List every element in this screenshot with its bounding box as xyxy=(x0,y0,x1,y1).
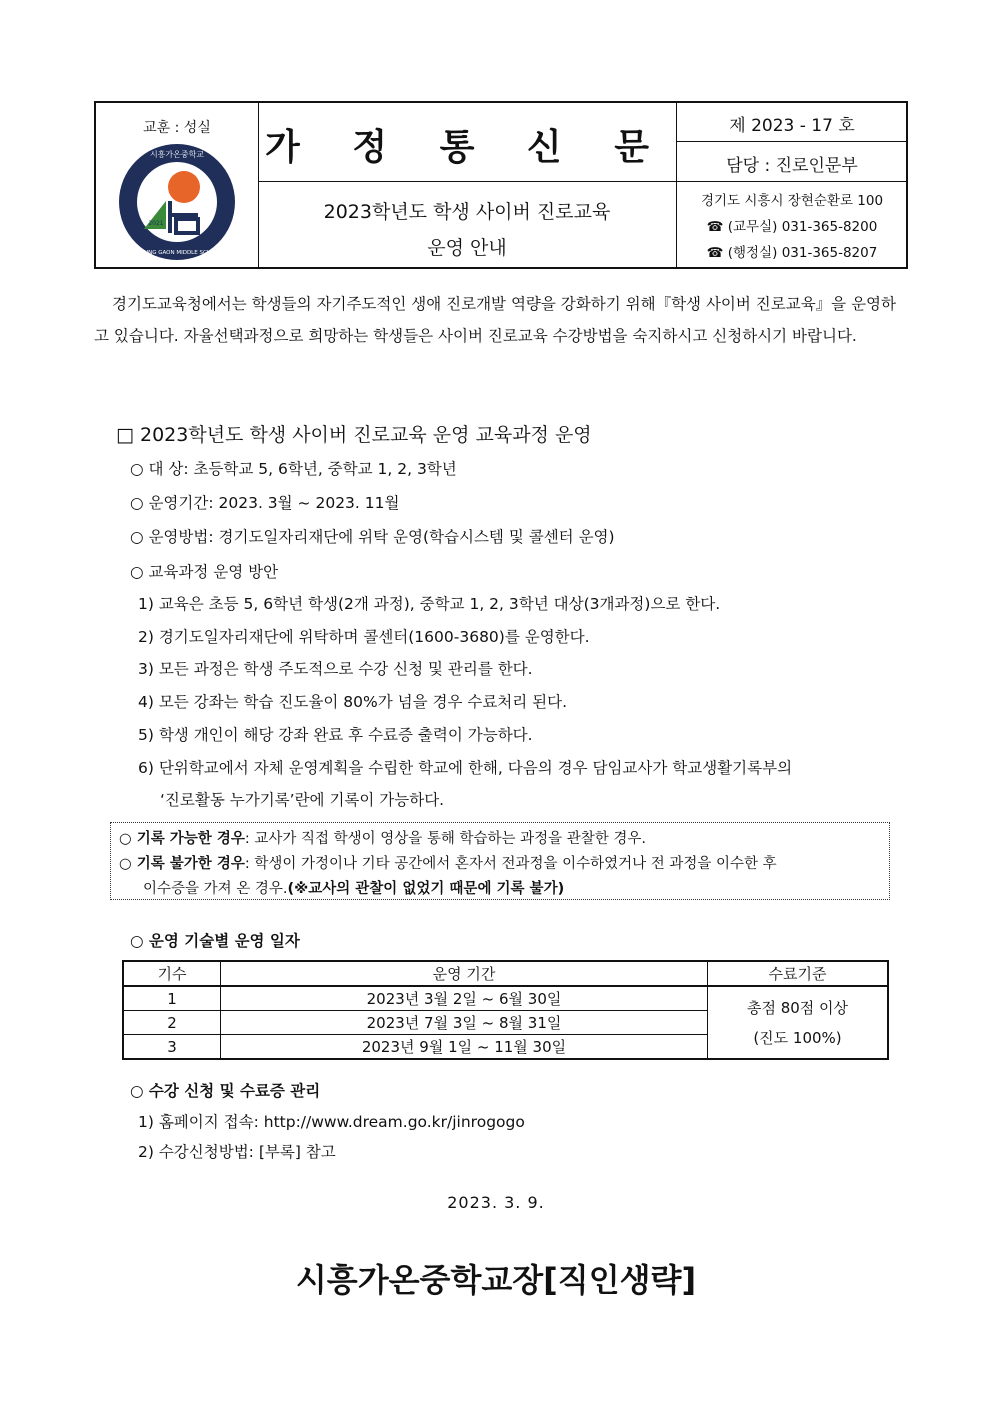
principal-signature: 시흥가온중학교장[직인생략] xyxy=(295,1261,697,1299)
record-note-box xyxy=(110,822,890,900)
phone-office: ☎ (교무실) 031-365-8200 xyxy=(706,219,878,235)
list-item: ○ 교육과정 운영 방안 xyxy=(130,563,279,581)
issue-number: 제 2023 - 17 호 xyxy=(729,116,855,136)
column-header: 수료기준 xyxy=(708,961,889,986)
table-cell: 2023년 7월 3일 ~ 8월 31일 xyxy=(221,1011,708,1035)
table-header-row xyxy=(123,961,888,986)
table-cell: 2023년 9월 1일 ~ 11월 30일 xyxy=(221,1035,708,1060)
letter-header xyxy=(94,101,908,269)
plan-item: ‘진로활동 누가기록’란에 기록이 가능하다. xyxy=(160,791,445,809)
list-item: ○ 대 상: 초등학교 5, 6학년, 중학교 1, 2, 3학년 xyxy=(130,460,457,478)
list-item: ○ 운영방법: 경기도일자리재단에 위탁 운영(학습시스템 및 콜센터 운영) xyxy=(130,528,615,546)
list-item: ○ 운영기간: 2023. 3월 ~ 2023. 11월 xyxy=(130,494,400,512)
table-cell: 1 xyxy=(123,986,221,1011)
intro-paragraph: 경기도교육청에서는 학생들의 자기주도적인 생애 진로개발 역량을 강화하기 위해『학생 사이버 진로교육』을 운영하고 있습니다. 자율선택과정으로 희망하는 학생들은 사이버 진로교육 수강방법을 숙지하시고 신청하시기 바랍니다. xyxy=(94,295,897,345)
plan-item: 4) 모든 강좌는 학습 진도율이 80%가 넘을 경우 수료처리 된다. xyxy=(138,693,568,711)
apply-method-line: 2) 수강신청방법: [부록] 참고 xyxy=(138,1143,336,1161)
note-line: 이수증을 가져 온 경우.(※교사의 관찰이 없었기 때문에 기록 불가) xyxy=(143,881,565,897)
schedule-title: ○ 운영 기술별 운영 일자 xyxy=(130,932,300,950)
phone-admin: ☎ (행정실) 031-365-8207 xyxy=(706,245,878,261)
note-line: ○ 기록 불가한 경우: 학생이 가정이나 기타 공간에서 혼자서 전과정을 이수하였거나 전 과정을 이수한 후 xyxy=(119,856,777,872)
plan-item: 6) 단위학교에서 자체 운영계획을 수립한 학교에 한해, 다음의 경우 담임교사가 학교생활기록부의 xyxy=(138,759,793,777)
plan-item: 5) 학생 개인이 해당 강좌 완료 후 수료증 출력이 가능하다. xyxy=(138,726,533,744)
schedule-table xyxy=(122,960,889,1060)
svg-text:SIHEUNG GAON MIDDLE SCHOOL: SIHEUNG GAON MIDDLE SCHOOL xyxy=(131,250,223,256)
column-header: 운영 기간 xyxy=(221,961,708,986)
subtitle-line1: 2023학년도 학생 사이버 진로교육 xyxy=(323,201,611,223)
criteria-line: (진도 100%) xyxy=(753,1028,842,1047)
section-title: □ 2023학년도 학생 사이버 진로교육 운영 교육과정 운영 xyxy=(116,424,592,446)
divider xyxy=(676,141,908,142)
school-address: 경기도 시흥시 장현순환로 100 xyxy=(700,193,884,209)
note-line: ○ 기록 가능한 경우: 교사가 직접 학생이 영상을 통해 학습하는 과정을 관찰한 경우. xyxy=(119,831,647,847)
page-title: 가 정 통 신 문 xyxy=(264,126,669,168)
divider xyxy=(258,181,676,182)
department: 담당 : 진로인문부 xyxy=(726,156,858,176)
svg-text:시흥가온중학교: 시흥가온중학교 xyxy=(149,150,205,159)
column-header: 기수 xyxy=(123,961,221,986)
criteria-line: 총점 80점 이상 xyxy=(746,998,849,1017)
table-cell: 3 xyxy=(123,1035,221,1060)
table-cell: 2023년 3월 2일 ~ 6월 30일 xyxy=(221,986,708,1011)
svg-text:2021: 2021 xyxy=(148,220,164,227)
plan-item: 2) 경기도일자리재단에 위탁하며 콜센터(1600-3680)를 운영한다. xyxy=(138,628,590,646)
school-motto: 교훈 : 성실 xyxy=(143,120,211,136)
apply-title: ○ 수강 신청 및 수료증 관리 xyxy=(130,1082,321,1100)
homepage-line: 1) 홈페이지 접속: http://www.dream.go.kr/jinrogogo xyxy=(138,1113,525,1131)
table-cell: 2 xyxy=(123,1011,221,1035)
issue-date: 2023. 3. 9. xyxy=(447,1193,545,1212)
divider xyxy=(676,181,908,182)
criteria-cell xyxy=(708,986,889,1059)
school-logo xyxy=(118,143,236,261)
plan-item: 3) 모든 과정은 학생 주도적으로 수강 신청 및 관리를 한다. xyxy=(138,660,533,678)
plan-item: 1) 교육은 초등 5, 6학년 학생(2개 과정), 중학교 1, 2, 3학년 대상(3개과정)으로 한다. xyxy=(138,595,721,613)
subtitle-line2: 운영 안내 xyxy=(427,237,507,259)
table-row xyxy=(123,986,888,1011)
